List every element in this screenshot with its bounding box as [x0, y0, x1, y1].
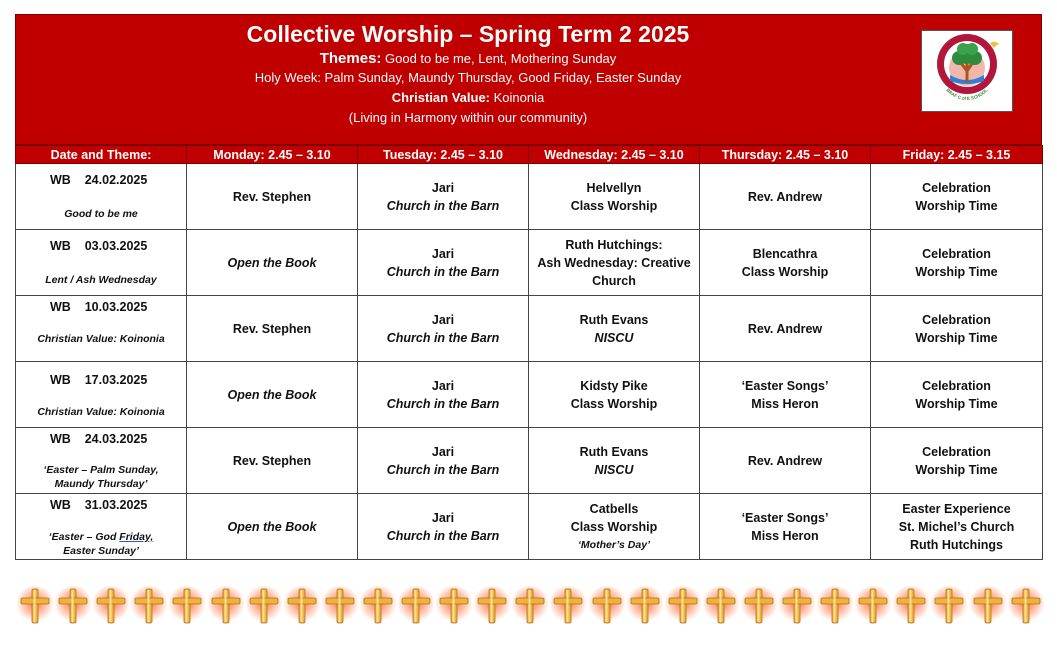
glowing-cross-icon [853, 586, 893, 626]
monday-cell: Rev. Stephen [187, 296, 358, 362]
thursday-leader: ‘Easter Songs’ [741, 378, 829, 393]
wb-label: WB [50, 373, 71, 387]
glowing-cross-icon [548, 586, 588, 626]
tuesday-cell [358, 296, 529, 362]
friday-cell [871, 164, 1043, 230]
week-theme-line-1: ‘Easter – Palm Sunday, [43, 464, 159, 476]
themes-line [16, 50, 920, 68]
wednesday-detail: Ash Wednesday: Creative [537, 255, 691, 270]
header-tuesday: Tuesday: 2.45 – 3.10 [358, 146, 529, 164]
wednesday-leader: Kidsty Pike [580, 378, 648, 393]
friday-cell [871, 428, 1043, 494]
worship-schedule-table [15, 145, 1043, 560]
tuesday-detail: Church in the Barn [386, 528, 500, 543]
friday-line-2: St. Michel’s Church [898, 519, 1015, 534]
christian-value-label: Christian Value: [391, 90, 491, 105]
tuesday-cell [358, 428, 529, 494]
table-row [16, 296, 1043, 362]
table-row [16, 230, 1043, 296]
tuesday-detail: Church in the Barn [386, 396, 500, 411]
thursday-detail: Miss Heron [751, 528, 819, 543]
themes-label: Themes: [319, 50, 382, 67]
tuesday-cell [358, 164, 529, 230]
glowing-cross-icon [587, 586, 627, 626]
wednesday-cell [529, 362, 700, 428]
date-theme-cell [16, 428, 187, 494]
week-beginning [50, 430, 147, 448]
monday-cell: Open the Book [187, 494, 358, 560]
friday-cell [871, 230, 1043, 296]
week-date: 17.03.2025 [84, 373, 148, 387]
glowing-cross-icon [320, 586, 360, 626]
christian-value-note: (Living in Harmony within our community) [348, 110, 588, 125]
glowing-cross-icon [510, 586, 550, 626]
thursday-cell [700, 230, 871, 296]
glowing-cross-icon [396, 586, 436, 626]
friday-line-2: Worship Time [915, 198, 998, 213]
week-theme-text: ‘Easter – God [48, 531, 120, 543]
tuesday-leader: Jari [431, 180, 455, 195]
friday-line-2: Worship Time [915, 396, 998, 411]
friday-line-1: Celebration [922, 312, 991, 327]
tuesday-leader: Jari [431, 312, 455, 327]
table-row [16, 164, 1043, 230]
date-theme-cell [16, 164, 187, 230]
date-theme-cell [16, 296, 187, 362]
friday-line-2: Worship Time [915, 264, 998, 279]
friday-line-1: Celebration [922, 246, 991, 261]
tuesday-detail: Church in the Barn [386, 198, 500, 213]
header-monday: Monday: 2.45 – 3.10 [187, 146, 358, 164]
wb-label: WB [50, 173, 71, 187]
wb-label: WB [50, 239, 71, 253]
friday-line-2: Worship Time [915, 462, 998, 477]
friday-cell [871, 494, 1043, 560]
week-beginning [50, 371, 147, 389]
wednesday-note: ‘Mother’s Day’ [578, 538, 650, 551]
glowing-cross-icon [167, 586, 207, 626]
glowing-cross-icon [472, 586, 512, 626]
header-thursday: Thursday: 2.45 – 3.10 [700, 146, 871, 164]
week-beginning [50, 298, 147, 316]
thursday-leader: Blencathra [752, 246, 818, 261]
tuesday-cell [358, 362, 529, 428]
monday-cell: Open the Book [187, 362, 358, 428]
tuesday-detail: Church in the Barn [386, 462, 500, 477]
school-logo-text: BRAF C of E SCHOOL [945, 87, 989, 102]
week-theme [16, 530, 186, 558]
wednesday-detail-2: Church [592, 273, 636, 288]
page-title: Collective Worship – Spring Term 2 2025 [246, 21, 690, 47]
wb-label: WB [50, 498, 71, 512]
wednesday-leader: Ruth Evans [579, 312, 649, 327]
week-theme-line-1 [16, 530, 186, 544]
wednesday-leader: Catbells [589, 501, 639, 516]
friday-line-1: Celebration [922, 180, 991, 195]
wednesday-detail: Class Worship [570, 198, 658, 213]
thursday-cell [700, 362, 871, 428]
table-row [16, 494, 1043, 560]
week-date: 24.02.2025 [84, 173, 148, 187]
header-banner [15, 14, 1042, 145]
date-theme-cell [16, 230, 187, 296]
glowing-cross-icon [282, 586, 322, 626]
glowing-cross-icon [701, 586, 741, 626]
wednesday-detail: Class Worship [570, 519, 658, 534]
friday-line-1: Easter Experience [902, 501, 1011, 516]
week-beginning [50, 237, 147, 255]
school-logo [921, 30, 1013, 112]
wb-label: WB [50, 300, 71, 314]
wednesday-leader: Ruth Hutchings: [565, 237, 663, 252]
friday-line-3: Ruth Hutchings [909, 537, 1004, 552]
glowing-cross-icon [358, 586, 398, 626]
glowing-cross-icon [53, 586, 93, 626]
glowing-cross-icon [815, 586, 855, 626]
themes-text: Good to be me, Lent, Mothering Sunday [381, 51, 617, 66]
friday-line-2: Worship Time [915, 330, 998, 345]
wb-label: WB [50, 432, 71, 446]
wednesday-cell [529, 428, 700, 494]
school-logo-icon [922, 31, 1012, 111]
tuesday-cell [358, 494, 529, 560]
week-theme-underlined: Friday, [119, 531, 154, 543]
glowing-cross-icon [129, 586, 169, 626]
thursday-cell [700, 494, 871, 560]
week-theme: Christian Value: Koinonia [37, 406, 165, 418]
holy-week-line: Holy Week: Palm Sunday, Maundy Thursday, Good Friday, Easter Sunday [254, 70, 682, 85]
header-wednesday: Wednesday: 2.45 – 3.10 [529, 146, 700, 164]
date-theme-cell [16, 362, 187, 428]
wednesday-leader: Helvellyn [586, 180, 642, 195]
week-date: 31.03.2025 [84, 498, 148, 512]
week-theme: Lent / Ash Wednesday [45, 274, 157, 286]
glowing-cross-icon [625, 586, 665, 626]
table-header-row [16, 146, 1043, 164]
thursday-detail: Class Worship [741, 264, 829, 279]
thursday-cell: Rev. Andrew [700, 428, 871, 494]
header-friday: Friday: 2.45 – 3.15 [871, 146, 1043, 164]
christian-value-line [16, 88, 920, 108]
glowing-cross-icon [434, 586, 474, 626]
friday-cell [871, 362, 1043, 428]
thursday-leader: ‘Easter Songs’ [741, 510, 829, 525]
glowing-cross-icon [15, 586, 55, 626]
monday-cell: Rev. Stephen [187, 164, 358, 230]
header-date-theme: Date and Theme: [16, 146, 187, 164]
tuesday-leader: Jari [431, 444, 455, 459]
thursday-detail: Miss Heron [751, 396, 819, 411]
monday-cell: Open the Book [187, 230, 358, 296]
monday-cell: Rev. Stephen [187, 428, 358, 494]
week-theme: Christian Value: Koinonia [37, 333, 165, 345]
tuesday-detail: Church in the Barn [386, 330, 500, 345]
christian-value-text: Koinonia [490, 90, 545, 105]
table-row [16, 428, 1043, 494]
week-theme: Good to be me [64, 208, 138, 220]
decorative-cross-border [15, 586, 1042, 626]
wednesday-detail: NISCU [594, 330, 634, 345]
table-row [16, 362, 1043, 428]
week-date: 03.03.2025 [84, 239, 148, 253]
glowing-cross-icon [739, 586, 779, 626]
wednesday-cell [529, 296, 700, 362]
glowing-cross-icon [1006, 586, 1046, 626]
wednesday-detail: Class Worship [570, 396, 658, 411]
wednesday-cell [529, 164, 700, 230]
date-theme-cell [16, 494, 187, 560]
glowing-cross-icon [929, 586, 969, 626]
tuesday-leader: Jari [431, 378, 455, 393]
glowing-cross-icon [891, 586, 931, 626]
friday-line-1: Celebration [922, 378, 991, 393]
friday-cell [871, 296, 1043, 362]
tuesday-cell [358, 230, 529, 296]
wednesday-cell [529, 230, 700, 296]
tuesday-detail: Church in the Barn [386, 264, 500, 279]
header-text [16, 15, 920, 128]
wednesday-leader: Ruth Evans [579, 444, 649, 459]
friday-line-1: Celebration [922, 444, 991, 459]
week-theme [16, 463, 186, 491]
glowing-cross-icon [777, 586, 817, 626]
week-theme-line-2: Easter Sunday’ [63, 545, 139, 557]
tuesday-leader: Jari [431, 510, 455, 525]
glowing-cross-icon [244, 586, 284, 626]
glowing-cross-icon [91, 586, 131, 626]
thursday-cell: Rev. Andrew [700, 296, 871, 362]
glowing-cross-icon [663, 586, 703, 626]
week-date: 24.03.2025 [84, 432, 148, 446]
thursday-cell: Rev. Andrew [700, 164, 871, 230]
week-theme-line-2: Maundy Thursday’ [54, 478, 148, 490]
glowing-cross-icon [968, 586, 1008, 626]
week-date: 10.03.2025 [84, 300, 148, 314]
tuesday-leader: Jari [431, 246, 455, 261]
week-beginning [50, 171, 147, 189]
glowing-cross-icon [206, 586, 246, 626]
wednesday-cell [529, 494, 700, 560]
wednesday-detail: NISCU [594, 462, 634, 477]
week-beginning [50, 496, 147, 514]
